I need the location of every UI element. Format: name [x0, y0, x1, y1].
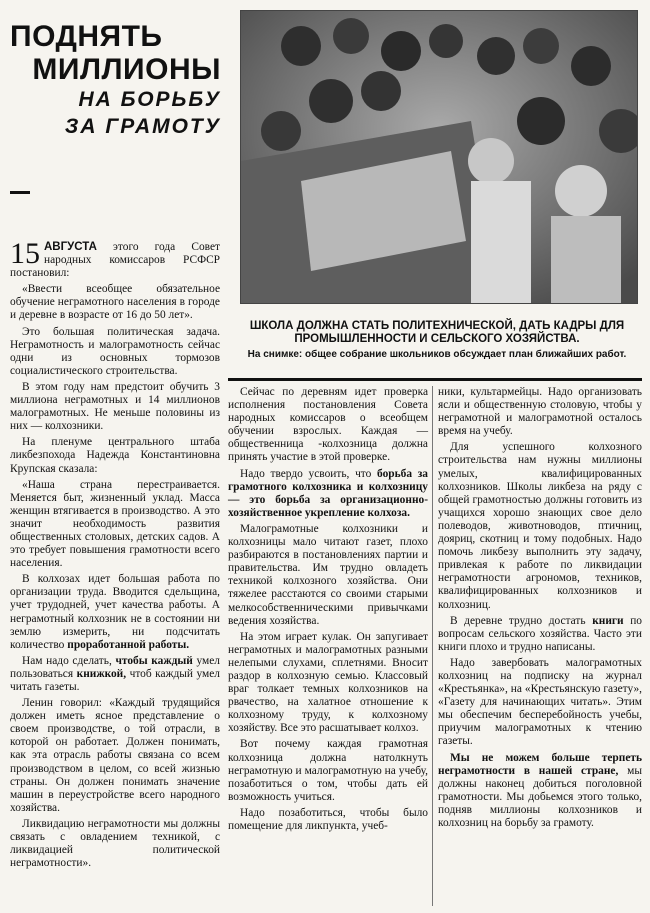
- paragraph: Ликвидацию неграмотности мы должны связать с овладением техникой, с ликвидацией политической неграмотности».: [10, 817, 220, 870]
- paragraph: Это большая политическая задача. Неграмотность и малограмотность сейчас одни из основных тормозов социалистического строительства.: [10, 325, 220, 377]
- bold-text: книги: [592, 614, 624, 627]
- paragraph: Вот почему каждая грамотная колхозница должна натолкнуть неграмотную и малограмотную на учебу, позаботиться о том, чтобы дать ей возможность учиться.: [228, 738, 428, 803]
- bold-text: чтобы каждый: [115, 654, 193, 667]
- caption-title: ШКОЛА ДОЛЖНА СТАТЬ ПОЛИТЕХНИЧЕСКОЙ, ДАТЬ КАДРЫ ДЛЯ ПРОМЫШЛЕННОСТИ И СЕЛЬСКОГО ХОЗЯЙСТВА.: [249, 320, 625, 345]
- caption-rule: [228, 378, 642, 381]
- text: Нам надо сделать,: [22, 654, 112, 667]
- paragraph: [10, 655, 220, 694]
- paragraph: На пленуме центрального штаба ликбезпохода Надежда Константиновна Крупская сказала:: [10, 436, 220, 475]
- bold-text: книжкой,: [76, 667, 127, 680]
- article-column-2: [228, 386, 428, 836]
- paragraph: ники, культармейцы. Надо организовать ясли и общественную столовую, чтобы у неграмотной и малограмотной осталось время на учебу.: [438, 386, 642, 438]
- headline-line-1: ПОДНЯТЬ: [10, 20, 163, 53]
- paragraph: «Ввести всеобщее обязательное обучение неграмотного населения в городе и деревне в возрасте от 16 до 50 лет».: [10, 283, 220, 322]
- paragraph: [228, 468, 428, 520]
- bold-text: проработанной работы.: [67, 638, 190, 651]
- paragraph: Малограмотные колхозники и колхозницы мало читают газет, плохо разбираются в постановлениях партии и правительства. Им трудно овладеть техникой колхозного хозяйства. Они тяжелее расстаются со своими старыми мелкособственническими привычками ведения хозяйства.: [228, 522, 428, 627]
- photo-illustration: [241, 11, 638, 304]
- text: этого года Совет народных комиссаров РСФСР постановил:: [10, 241, 220, 280]
- caption-subtitle: На снимке: общее собрание школьников обсуждает план ближайших работ.: [247, 349, 627, 360]
- text: по вопросам сельского хозяйства. Часто эти книги плохо и трудно написаны.: [438, 614, 643, 653]
- headline-line-2: МИЛЛИОНЫ: [32, 53, 221, 86]
- text: мы должны наконец добиться поголовной грамотности. Мы добьемся этого только, подняв миллионы колхозников и колхозниц на борьбу за грамоту.: [438, 764, 642, 829]
- paragraph: [438, 752, 642, 831]
- paragraph: [438, 615, 642, 654]
- paragraph: «Наша страна перестраивается. Меняется быт, жизненный уклад. Масса женщин втягивается в производство. А это значит необходимость развития общественных столовых, детских садов. А это требует повышения грамотности всего населения.: [10, 478, 220, 570]
- lead-word: АВГУСТА: [44, 241, 97, 253]
- headline-line-3: НА БОРЬБУ: [78, 88, 221, 111]
- paragraph: [10, 573, 220, 652]
- text: чтоб каждый умел читать газеты.: [10, 667, 220, 693]
- bold-text: Мы не можем больше терпеть неграмотности в нашей стране,: [438, 751, 642, 777]
- column-divider: [432, 386, 433, 906]
- paragraph: Ленин говорил: «Каждый трудящийся должен иметь ясное представление о своем производстве, о той отрасли, в которой он работает. Должен понимать, как эта отрасль работы связана со всем производством в целом, со всей жизнью страны. Он должен понимать значение машин в переустройстве всего народного хозяйства.: [10, 697, 220, 814]
- text: В деревне трудно достать: [450, 614, 593, 627]
- headline-line-4: ЗА ГРАМОТУ: [64, 115, 221, 138]
- article-column-3: [438, 386, 642, 833]
- article-column-1: [10, 237, 220, 873]
- paragraph: Надо завербовать малограмотных колхозниц на подписку на журнал «Крестьянка», на «Крестьянскую газету», «Газету для начинающих читать». Этим мы обеспечим бесперебойность учебы, приучим малограмотных к чтению газеты.: [438, 656, 642, 748]
- school-meeting-photo: [240, 10, 638, 304]
- text: В колхозах идет большая работа по организации труда. Вводится сдельщина, учет трудодней, учет качества работы. А неграмотный колхозник не в состоянии ни землю измерить, ни подсчитать количество: [10, 573, 220, 651]
- paragraph: В этом году нам предстоит обучить 3 миллиона неграмотных и 14 миллионов малограмотных. Не меньше половины из них — колхозники.: [10, 380, 220, 433]
- text: Надо твердо усвоить, что: [240, 467, 378, 480]
- drop-cap: 15: [10, 237, 40, 270]
- photo-caption: [232, 320, 642, 360]
- section-mark: [10, 191, 30, 194]
- paragraph: Сейчас по деревням идет проверка исполнения постановления Совета народных комиссаров о всеобщем обучении взрослых. Каждая — общественница -колхозница должна принять участие в этой проверке.: [228, 386, 428, 464]
- paragraph: На этом играет кулак. Он запугивает неграмотных и малограмотных разными нелепыми слухами, сплетнями. Вносит раздор в колхозную семью. Классовый враг толкает темных колхозников на рвачество, на халатное отношение к колхозному труду, к колхозному хозяйству. Все это расшатывает колхоз.: [228, 630, 428, 735]
- paragraph: Для успешного колхозного строительства нам нужны миллионы умелых, квалифицированных колхозников. Школы ликбеза на ряду с общей грамотностью должны готовить из учащихся хорошо знающих свое дело полеводов, животноводов, птичниц, дояриц, скотниц и тому подобных. Надо помочь ликбезу выполнить эту задачу, привлекая к работе по ликвидации неграмотности агрономов, техников, квалифицированных колхозников и колхозниц.: [438, 441, 642, 611]
- bold-text: борьба за грамотного колхозника и колхозницу — это борьба за организационно-хозяйственное укрепление колхоза.: [228, 467, 428, 519]
- paragraph: [10, 237, 220, 280]
- paragraph: Надо позаботиться, чтобы было помещение для ликпункта, учеб-: [228, 806, 428, 832]
- headline: [10, 20, 225, 140]
- text: умел пользоваться: [10, 654, 220, 680]
